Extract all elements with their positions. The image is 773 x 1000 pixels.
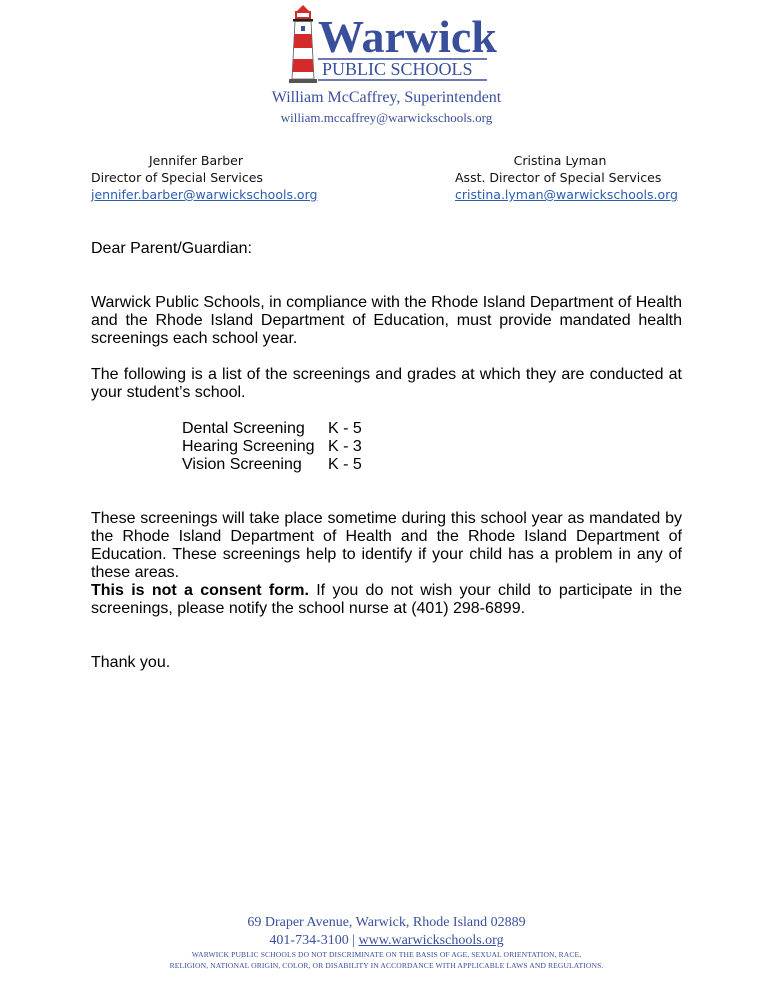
- footer-contact-line: [0, 933, 773, 949]
- contact-right: [455, 152, 678, 203]
- paragraph-compliance: Warwick Public Schools, in compliance with the Rhode Island Department of Health and the Rhode Island Department of Education, must provide mandated health screenings each school year.: [91, 294, 682, 347]
- consent-notice-text: If you do not wish your child to participate in the screenings, please notify the school nurse at (401) 298-6899.: [91, 582, 682, 617]
- footer-phone: 401-734-3100: [269, 933, 349, 948]
- contact-title: Director of Special Services: [91, 170, 263, 185]
- salutation: Dear Parent/Guardian:: [91, 240, 252, 257]
- logo-subtitle: PUBLIC SCHOOLS: [322, 59, 473, 79]
- logo-wordmark: Warwick: [318, 11, 497, 62]
- contact-email-link[interactable]: cristina.lyman@warwickschools.org: [455, 187, 678, 202]
- screening-row: [182, 420, 362, 438]
- contact-email-link[interactable]: jennifer.barber@warwickschools.org: [91, 187, 318, 202]
- warwick-public-schools-logo: [282, 4, 497, 86]
- screening-name: Vision Screening: [182, 456, 302, 473]
- contact-name: Cristina Lyman: [513, 153, 607, 168]
- footer-disclaimer-line2: RELIGION, NATIONAL ORIGIN, COLOR, OR DISABILITY IN ACCORDANCE WITH APPLICABLE LAWS AND REGULATIONS.: [169, 961, 604, 970]
- screening-row: [182, 438, 362, 456]
- footer-disclaimer-line1: WARWICK PUBLIC SCHOOLS DO NOT DISCRIMINATE ON THE BASIS OF AGE, SEXUAL ORIENTATION, RACE,: [191, 950, 582, 959]
- screening-name: Hearing Screening: [182, 438, 315, 455]
- contact-title: Asst. Director of Special Services: [455, 170, 662, 185]
- superintendent-email: william.mccaffrey@warwickschools.org: [280, 110, 493, 125]
- screenings-list: [182, 420, 362, 474]
- screening-grades: K - 3: [328, 438, 362, 455]
- screening-name: Dental Screening: [182, 420, 305, 437]
- footer-website-link[interactable]: www.warwickschools.org: [358, 933, 504, 948]
- screening-grades: K - 5: [328, 456, 362, 473]
- footer-address: 69 Draper Avenue, Warwick, Rhode Island 02889: [247, 915, 526, 930]
- superintendent-name: William McCaffrey, Superintendent: [271, 89, 502, 106]
- screening-grades: K - 5: [328, 420, 362, 437]
- screening-row: [182, 456, 362, 474]
- contact-name: Jennifer Barber: [148, 153, 244, 168]
- paragraph-screening-intro: The following is a list of the screenings and grades at which they are conducted at your student’s school.: [91, 366, 682, 401]
- lighthouse-icon: [289, 5, 317, 83]
- consent-notice-bold: This is not a consent form.: [91, 582, 309, 599]
- closing: Thank you.: [91, 654, 171, 671]
- paragraph-schedule: These screenings will take place sometime during this school year as mandated by the Rhode Island Department of Health and the Rhode Island Department of Education. These screenings help to identify if your child has a problem in any of these areas.: [91, 510, 682, 581]
- contact-left: [91, 152, 318, 203]
- paragraph-consent: [91, 582, 682, 618]
- footer-separator: |: [348, 933, 359, 948]
